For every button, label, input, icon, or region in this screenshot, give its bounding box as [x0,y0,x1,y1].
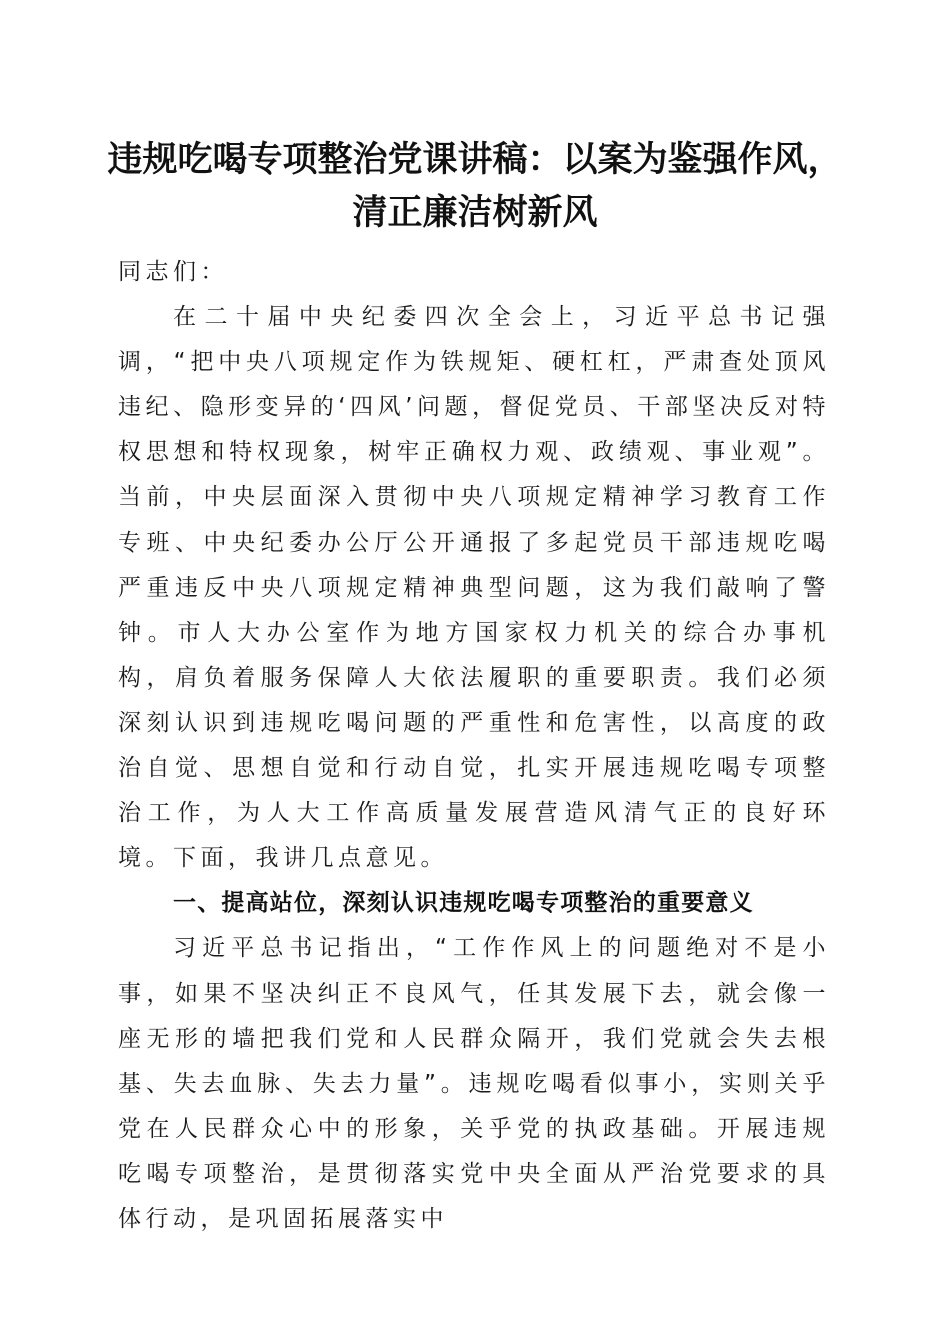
title-line-1: 违规吃喝专项整治党课讲稿：以案为鉴强作风， [107,139,843,180]
title-line-2: 清正廉洁树新风 [352,192,598,233]
document-body [118,250,830,1242]
salutation: 同志们： [118,259,228,285]
paragraph-section-1: 习近平总书记指出，“工作作风上的问题绝对不是小事，如果不坚决纠正不良风气，任其发展下去，就会像一座无形的墙把我们党和人民群众隔开，我们党就会失去根基、失去血脉、失去力量”。违规吃喝看似事小，实则关乎党在人民群众心中的形象，关乎党的执政基础。开展违规吃喝专项整治，是贯彻落实党中央全面从严治党要求的具体行动，是巩固拓展落实中 [118,935,830,1232]
document-title [0,133,950,239]
section-heading: 一、提高站位，深刻认识违规吃喝专项整治的重要意义 [173,890,754,917]
paragraph-intro: 在二十届中央纪委四次全会上，习近平总书记强调，“把中央八项规定作为铁规矩、硬杠杠，严肃查处顶风违纪、隐形变异的‘四风’问题，督促党员、干部坚决反对特权思想和特权现象，树牢正确权力观、政绩观、事业观”。当前，中央层面深入贯彻中央八项规定精神学习教育工作专班、中央纪委办公厅公开通报了多起党员干部违规吃喝严重违反中央八项规定精神典型问题，这为我们敲响了警钟。市人大办公室作为地方国家权力机关的综合办事机构，肩负着服务保障人大依法履职的重要职责。我们必须深刻认识到违规吃喝问题的严重性和危害性，以高度的政治自觉、思想自觉和行动自觉，扎实开展违规吃喝专项整治工作，为人大工作高质量发展营造风清气正的良好环境。下面，我讲几点意见。 [118,304,830,872]
